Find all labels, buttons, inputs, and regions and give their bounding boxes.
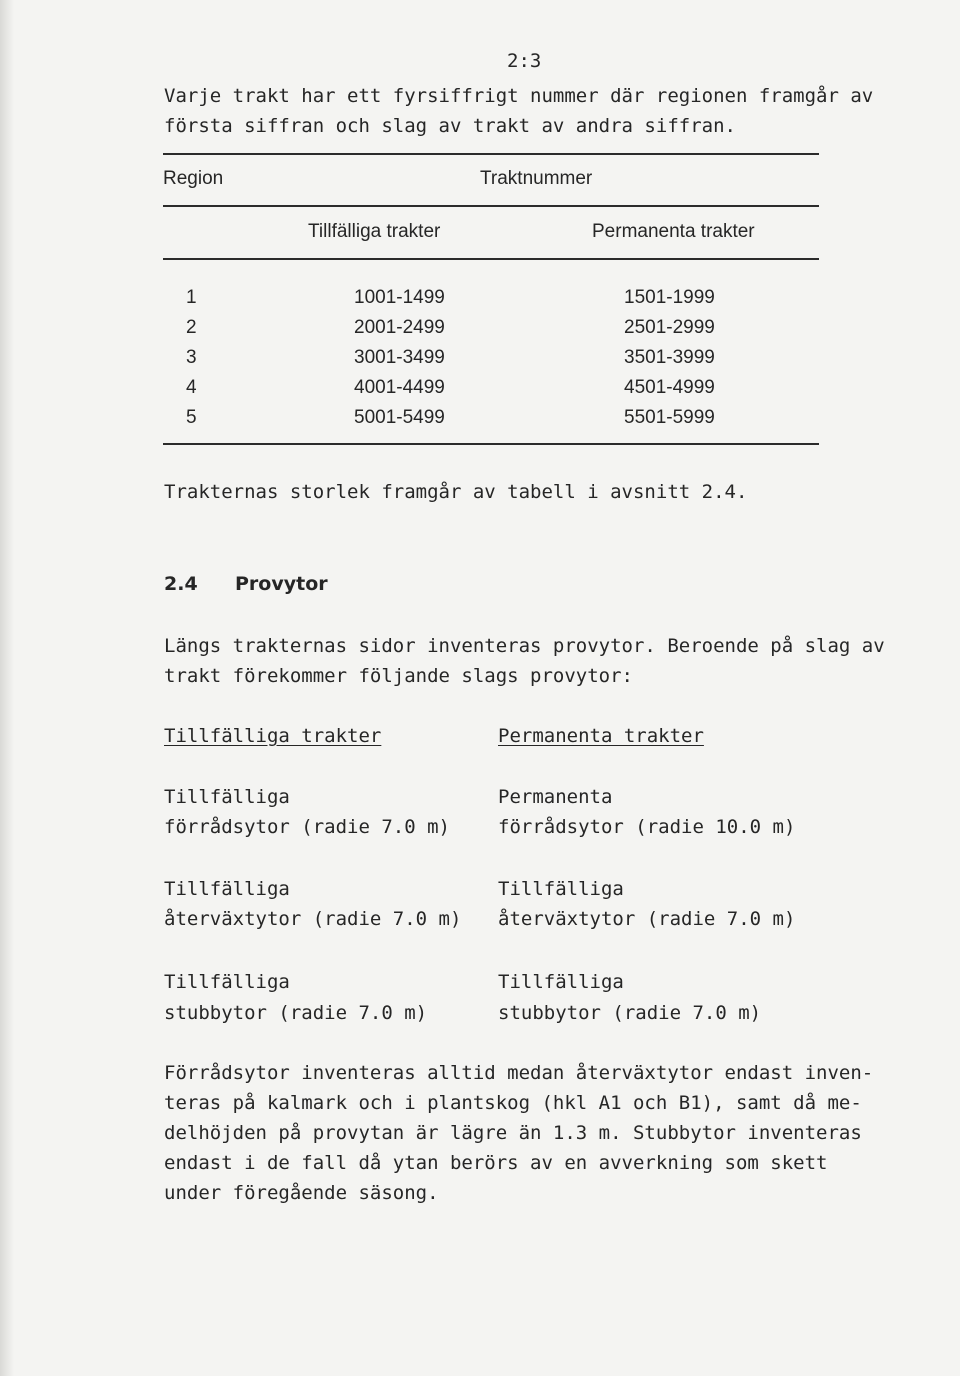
table-cell-perm: 4501-4999 xyxy=(624,377,715,398)
table-cell-temp: 1001-1499 xyxy=(354,287,445,308)
table-cell-temp: 3001-3499 xyxy=(354,347,445,368)
table-cell-perm: 1501-1999 xyxy=(624,287,715,308)
size-note: Trakternas storlek framgår av tabell i avsnitt 2.4. xyxy=(164,481,748,503)
closing-line-4: endast i de fall då ytan berörs av en avverkning som skett xyxy=(164,1152,828,1174)
table-cell-region: 5 xyxy=(186,407,197,428)
table-cell-region: 4 xyxy=(186,377,197,398)
intro-line-1: Varje trakt har ett fyrsiffrigt nummer där regionen framgår av xyxy=(164,85,874,107)
left-item-label: Tillfälliga xyxy=(164,786,290,808)
table-cell-perm: 3501-3999 xyxy=(624,347,715,368)
left-item-detail: återväxtytor (radie 7.0 m) xyxy=(164,908,462,930)
page-number: 2:3 xyxy=(507,50,542,72)
section-title: Provytor xyxy=(235,573,328,595)
closing-line-1: Förrådsytor inventeras alltid medan återväxtytor endast inven- xyxy=(164,1062,874,1084)
table-header-perm: Permanenta trakter xyxy=(592,221,755,242)
left-item-detail: stubbytor (radie 7.0 m) xyxy=(164,1002,428,1024)
table-cell-temp: 4001-4499 xyxy=(354,377,445,398)
table-cell-perm: 5501-5999 xyxy=(624,407,715,428)
table-cell-perm: 2501-2999 xyxy=(624,317,715,338)
section-intro-line-2: trakt förekommer följande slags provytor: xyxy=(164,665,633,687)
right-item-label: Tillfälliga xyxy=(498,878,624,900)
section-number: 2.4 xyxy=(164,573,198,595)
left-item-label: Tillfälliga xyxy=(164,878,290,900)
right-item-detail: stubbytor (radie 7.0 m) xyxy=(498,1002,762,1024)
right-item-label: Permanenta xyxy=(498,786,613,808)
left-item-detail: förrådsytor (radie 7.0 m) xyxy=(164,816,450,838)
closing-line-2: teras på kalmark och i plantskog (hkl A1 och B1), samt då me- xyxy=(164,1092,862,1114)
scan-edge-shadow xyxy=(0,0,14,1376)
table-cell-temp: 2001-2499 xyxy=(354,317,445,338)
left-column-heading: Tillfälliga trakter xyxy=(164,725,382,747)
right-item-detail: förrådsytor (radie 10.0 m) xyxy=(498,816,796,838)
table-rule-mid xyxy=(163,205,819,207)
table-header-traktnummer: Traktnummer xyxy=(480,168,593,189)
section-intro-line-1: Längs trakternas sidor inventeras provytor. Beroende på slag av xyxy=(164,635,885,657)
table-rule-header xyxy=(163,258,819,260)
table-cell-region: 3 xyxy=(186,347,197,368)
table-cell-region: 1 xyxy=(186,287,197,308)
table-cell-region: 2 xyxy=(186,317,197,338)
table-header-temp: Tillfälliga trakter xyxy=(308,221,441,242)
left-item-label: Tillfälliga xyxy=(164,971,290,993)
intro-line-2: första siffran och slag av trakt av andra siffran. xyxy=(164,115,736,137)
right-item-label: Tillfälliga xyxy=(498,971,624,993)
table-cell-temp: 5001-5499 xyxy=(354,407,445,428)
table-rule-bottom xyxy=(163,443,819,445)
table-header-region: Region xyxy=(163,168,224,189)
table-rule-top xyxy=(163,153,819,155)
right-item-detail: återväxtytor (radie 7.0 m) xyxy=(498,908,796,930)
right-column-heading: Permanenta trakter xyxy=(498,725,704,747)
closing-line-5: under föregående säsong. xyxy=(164,1182,439,1204)
closing-line-3: delhöjden på provytan är lägre än 1.3 m. Stubbytor inventeras xyxy=(164,1122,862,1144)
